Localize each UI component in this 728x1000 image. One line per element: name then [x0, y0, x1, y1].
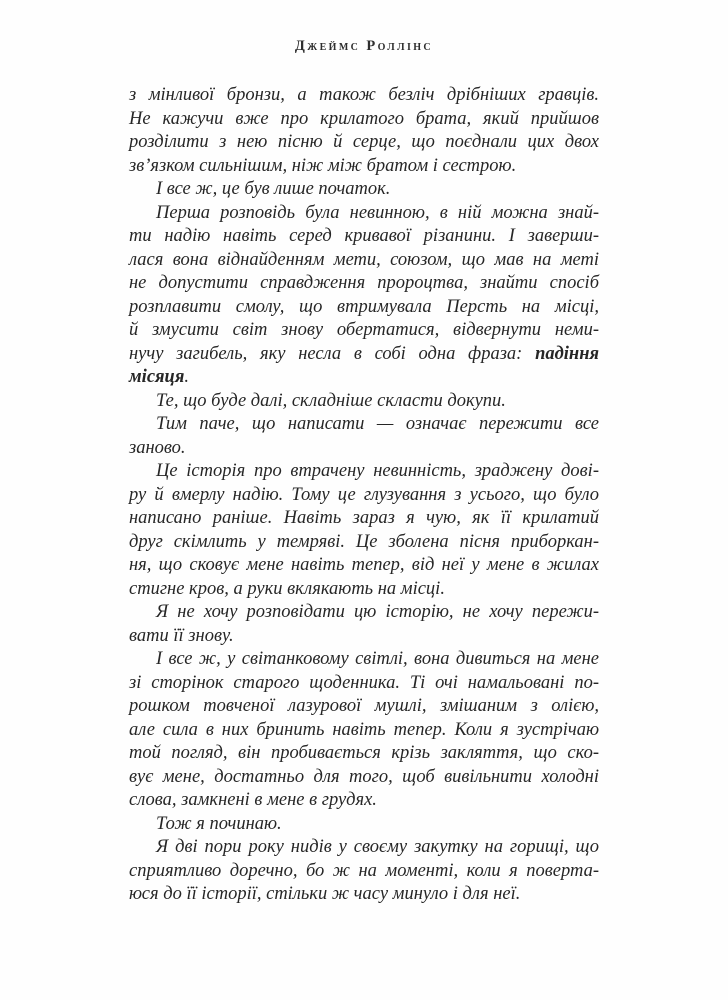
- text-line: [129, 766, 599, 790]
- text-line: [129, 296, 599, 320]
- text-segment: вує мене, достатньо для того, щоб вивільнити холодні: [129, 766, 599, 787]
- text-line: [129, 860, 599, 884]
- text-line: [129, 460, 599, 484]
- text-line: [129, 719, 599, 743]
- text-line: [129, 625, 599, 649]
- text-line: [129, 272, 599, 296]
- bold-phrase: падіння: [535, 343, 599, 364]
- bold-phrase: місяця: [129, 367, 185, 387]
- text-line: [129, 695, 599, 719]
- text-segment: .: [184, 367, 189, 387]
- text-segment: Те, що буде далі, складніше скласти докупи.: [156, 390, 506, 411]
- text-block: [129, 84, 599, 907]
- text-segment: ру й вмерлу надію. Тому це глузування з усього, що було: [129, 484, 599, 505]
- text-segment: Не кажучи вже про крилатого брата, який прийшов: [129, 108, 599, 129]
- text-segment: з мінливої бронзи, а також безліч дрібніших гравців.: [129, 85, 599, 105]
- text-line: [129, 578, 599, 602]
- text-line: [129, 836, 599, 860]
- text-line: [129, 390, 599, 414]
- text-line: [129, 813, 599, 837]
- text-segment: друг скімлить у темряві. Це зболена пісня приборкан-: [129, 531, 599, 552]
- text-segment: стигне кров, а руки вклякають на місці.: [129, 578, 445, 599]
- text-segment: Я дві пори року нидів у своєму закутку на горищі, що: [156, 837, 599, 857]
- text-segment: заново.: [129, 437, 186, 458]
- text-segment: слова, замкнені в мене в грудях.: [129, 790, 377, 810]
- text-line: [129, 249, 599, 273]
- text-segment: вати її знову.: [129, 625, 234, 646]
- text-segment: ти надію навіть серед кривавої різанини. І заверши-: [129, 226, 599, 246]
- text-line: [129, 672, 599, 696]
- text-line: [129, 742, 599, 766]
- text-line: [129, 883, 599, 907]
- text-line: [129, 343, 599, 367]
- text-segment: зв’язком сильнішим, ніж між братом і сестрою.: [129, 155, 517, 176]
- text-line: [129, 413, 599, 437]
- text-segment: лася вона віднайденням мети, союзом, що мав на меті: [129, 249, 599, 270]
- text-segment: Я не хочу розповідати цю історію, не хочу пережи-: [156, 602, 599, 622]
- text-segment: Тим паче, що написати — означає пережити все: [156, 414, 599, 434]
- running-header-author: Джеймс Роллінс: [294, 38, 434, 54]
- text-segment: не допустити справдження пророцтва, знайти спосіб: [129, 273, 599, 293]
- text-line: [129, 437, 599, 461]
- text-segment: й змусити світ знову обертатися, відвернути неми-: [129, 320, 599, 340]
- text-line: [129, 531, 599, 555]
- text-line: [129, 131, 599, 155]
- text-line: [129, 648, 599, 672]
- text-segment: І все ж, у світанковому світлі, вона дивиться на мене: [156, 649, 599, 669]
- text-line: [129, 554, 599, 578]
- text-line: [129, 319, 599, 343]
- text-segment: але сила в них бринить навіть тепер. Коли я зустрічаю: [129, 719, 599, 740]
- text-segment: розділити з нею пісню й серце, що поєднали цих двох: [129, 132, 599, 152]
- text-segment: розплавити смолу, що втримувала Персть на місці,: [129, 296, 599, 317]
- text-segment: І все ж, це був лише початок.: [156, 179, 391, 199]
- text-segment: Це історія про втрачену невинність, зраджену дові-: [156, 461, 599, 481]
- text-segment: Перша розповідь була невинною, в ній можна знай-: [156, 202, 599, 223]
- text-segment: зі сторінок старого щоденника. Ті очі намальовані по-: [129, 672, 599, 693]
- text-segment: ня, що сковує мене навіть тепер, від неї у мене в жилах: [129, 555, 599, 575]
- text-line: [129, 178, 599, 202]
- text-segment: сприятливо доречно, бо ж на моменті, коли я поверта-: [129, 860, 599, 881]
- text-line: [129, 484, 599, 508]
- text-line: [129, 155, 599, 179]
- text-segment: юся до її історії, стільки ж часу минуло і для неї.: [129, 884, 521, 904]
- text-segment: рошком товченої лазурової мушлі, змішаним з олією,: [129, 696, 599, 716]
- text-line: [129, 507, 599, 531]
- text-segment: Тож я починаю.: [156, 813, 282, 834]
- text-segment: нучу загибель, яку несла в собі одна фраза:: [129, 343, 536, 364]
- text-line: [129, 202, 599, 226]
- text-line: [129, 108, 599, 132]
- text-line: [129, 225, 599, 249]
- text-line: [129, 366, 599, 390]
- text-segment: написано раніше. Навіть зараз я чую, як її крилатий: [129, 508, 599, 528]
- text-line: [129, 84, 599, 108]
- text-segment: той погляд, він пробивається крізь закляття, що ско-: [129, 743, 599, 763]
- text-line: [129, 789, 599, 813]
- text-line: [129, 601, 599, 625]
